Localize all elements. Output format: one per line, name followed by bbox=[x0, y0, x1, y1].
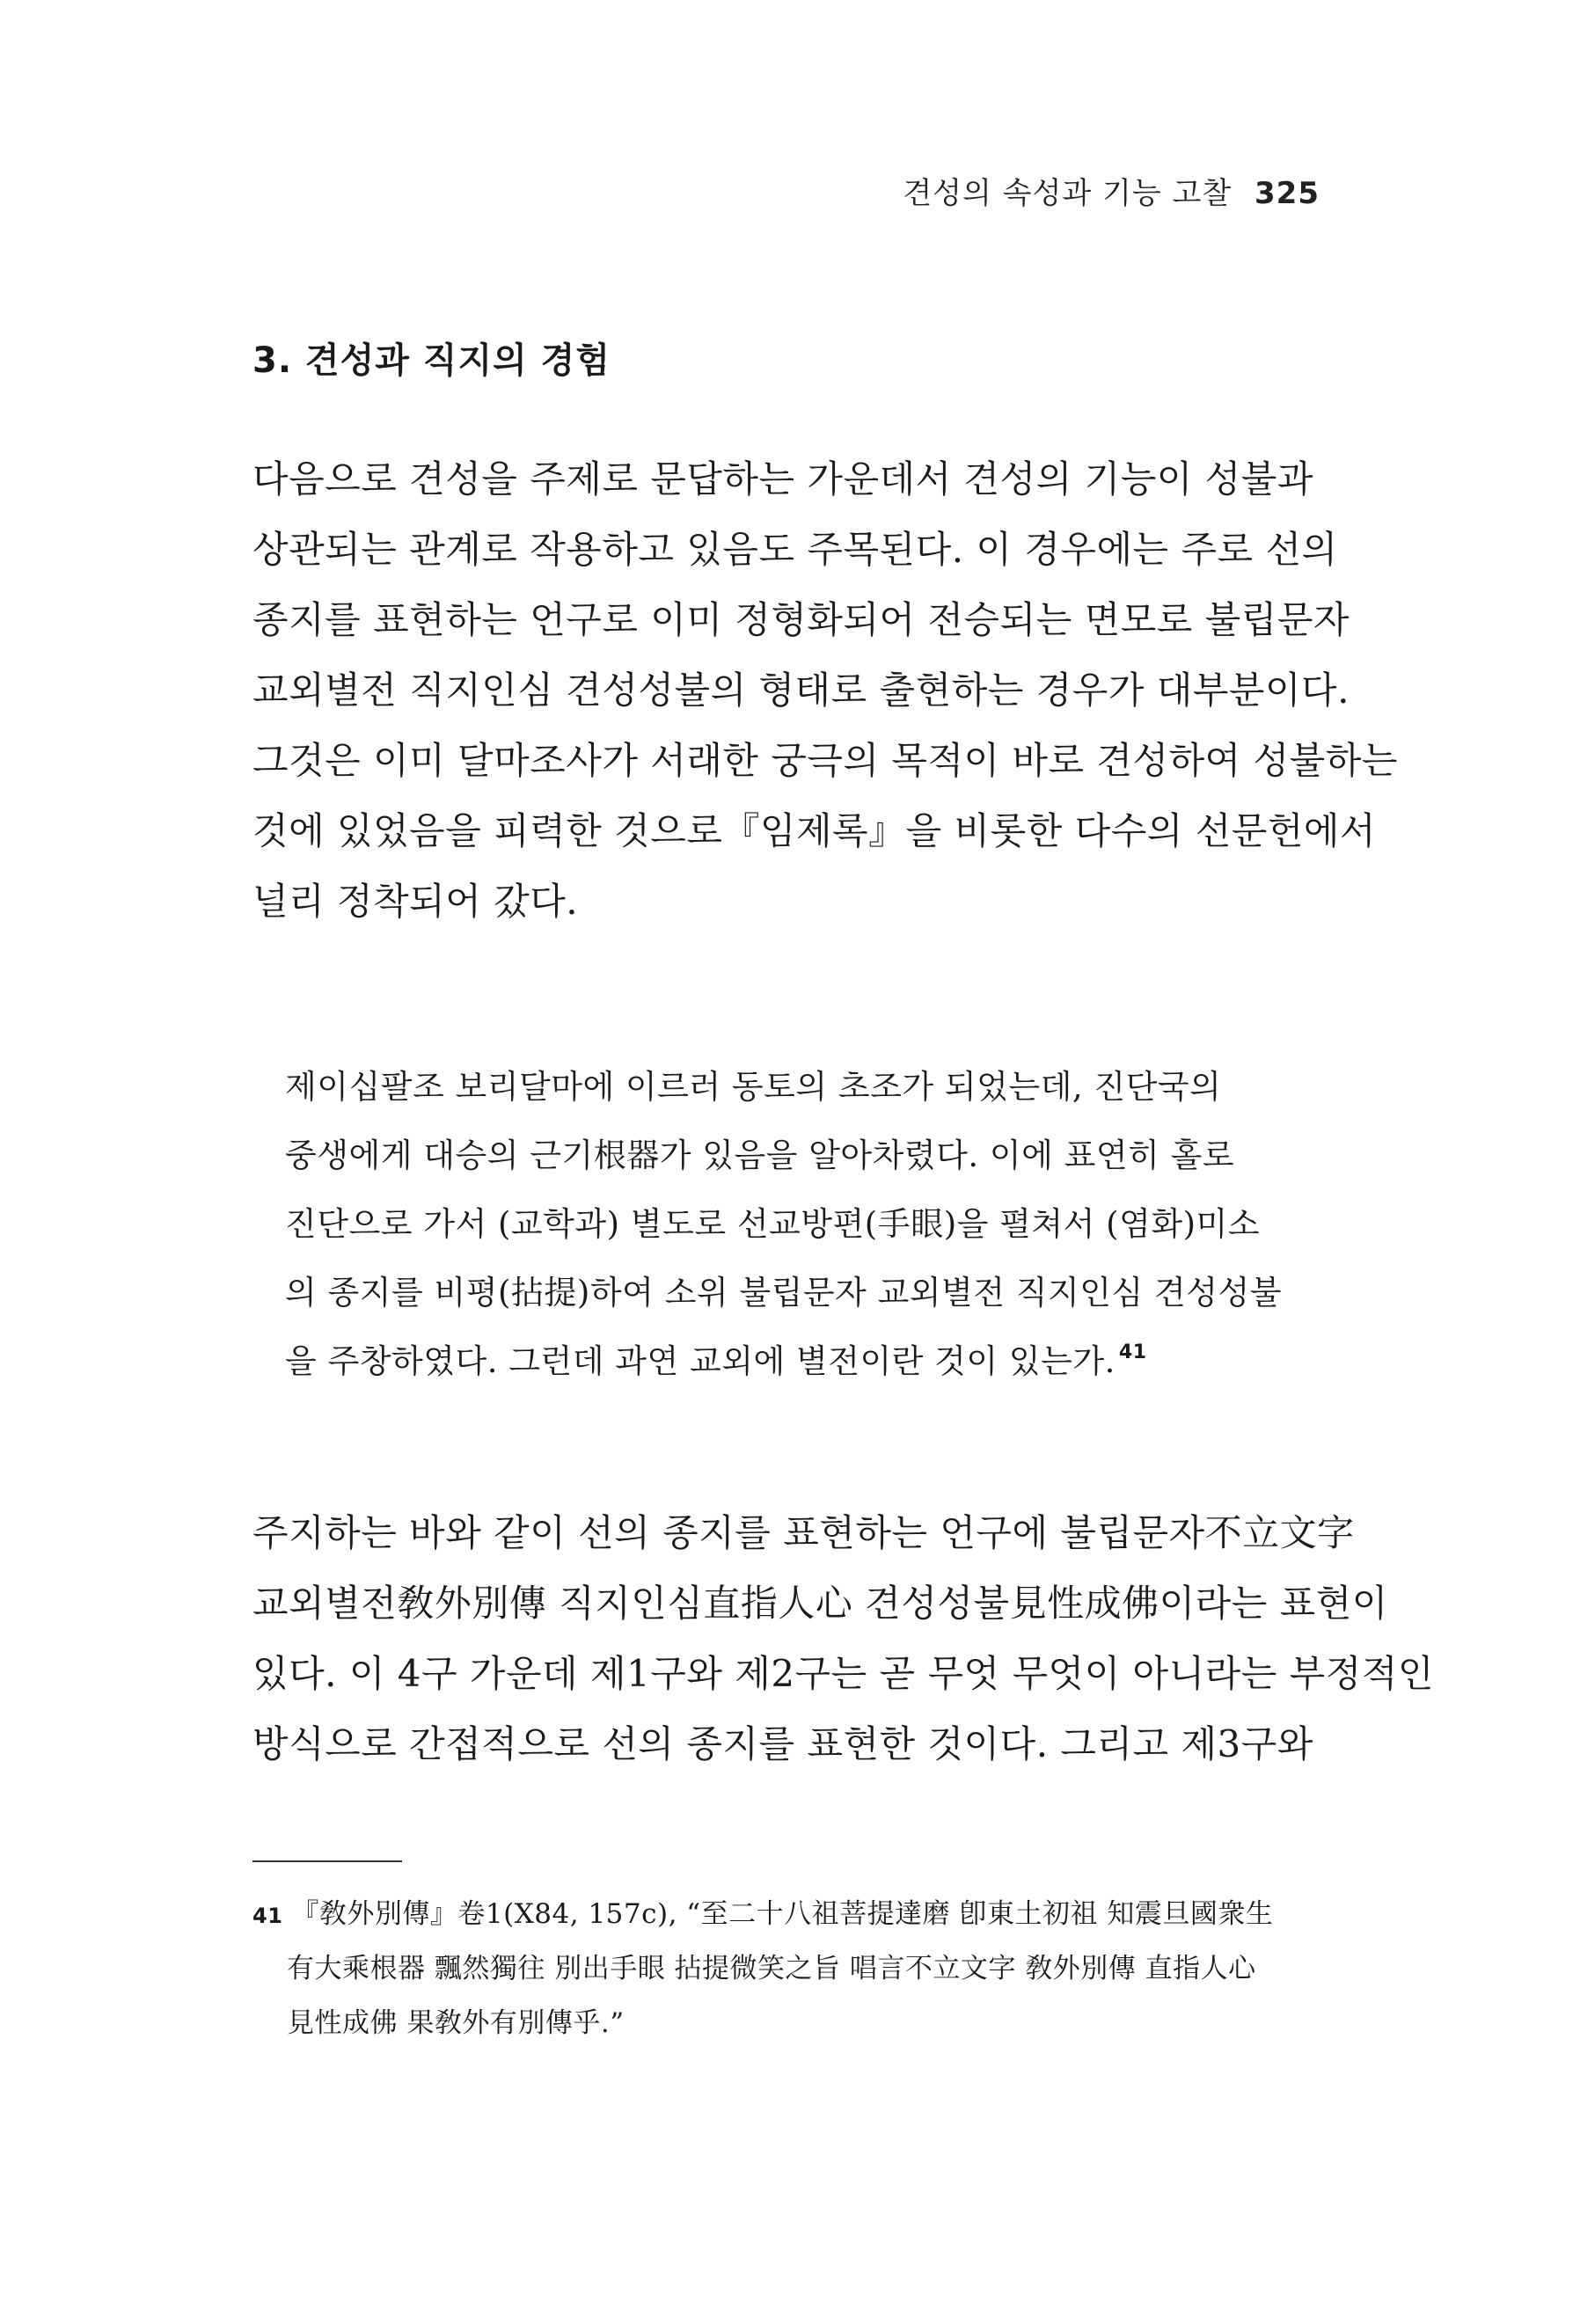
footnote-line: 『敎外別傳』卷1(X84, 157c), “至二十八祖菩提達磨 卽東土初祖 知震旦國衆生 bbox=[291, 1898, 1274, 1930]
quote-line: 중생에게 대승의 근기根器가 있음을 알아차렸다. 이에 표연히 홀로 bbox=[285, 1136, 1235, 1174]
paragraph-line: 널리 정착되어 갔다. bbox=[252, 880, 579, 923]
quote-last-line bbox=[285, 1334, 1147, 1382]
footnote-number: 41 bbox=[252, 1904, 283, 1928]
paragraph-line: 있다. 이 4구 가운데 제1구와 제2구는 곧 무엇 무엇이 아니라는 부정적인 bbox=[252, 1652, 1434, 1695]
paragraph-line: 주지하는 바와 같이 선의 종지를 표현하는 언구에 불립문자不立文字 bbox=[252, 1511, 1355, 1554]
section-heading: 3. 견성과 직지의 경험 bbox=[252, 340, 611, 381]
page-number: 325 bbox=[1254, 176, 1320, 211]
quote-line: 진단으로 가서 (교학과) 별도로 선교방편(手眼)을 펼쳐서 (염화)미소 bbox=[285, 1205, 1260, 1243]
footnote-line: 有大乘根器 飄然獨往 別出手眼 拈提微笑之旨 唱言不立文字 敎外別傳 直指人心 bbox=[287, 1953, 1256, 1984]
paragraph-line: 방식으로 간접적으로 선의 종지를 표현한 것이다. 그리고 제3구와 bbox=[252, 1722, 1313, 1765]
paragraph-line: 종지를 표현하는 언구로 이미 정형화되어 전승되는 면모로 불립문자 bbox=[252, 598, 1350, 641]
paragraph-line: 상관되는 관계로 작용하고 있음도 주목된다. 이 경우에는 주로 선의 bbox=[252, 528, 1338, 571]
quote-line: 의 종지를 비평(拈提)하여 소위 불립문자 교외별전 직지인심 견성성불 bbox=[285, 1274, 1282, 1312]
quote-line: 을 주창하였다. 그런데 과연 교외에 별전이란 것이 있는가. bbox=[285, 1342, 1116, 1380]
paragraph-line: 교외별전 직지인심 견성성불의 형태로 출현하는 경우가 대부분이다. bbox=[252, 669, 1350, 712]
running-title: 견성의 속성과 기능 고찰 bbox=[903, 176, 1233, 211]
footnote-line: 見性成佛 果敎外有別傳乎.” bbox=[287, 2007, 625, 2039]
footnote-reference[interactable]: 41 bbox=[1118, 1341, 1147, 1363]
paragraph-line: 교외별전敎外別傳 직지인심直指人心 견성성불見性成佛이라는 표현이 bbox=[252, 1582, 1388, 1625]
paragraph-line: 그것은 이미 달마조사가 서래한 궁극의 목적이 바로 견성하여 성불하는 bbox=[252, 739, 1398, 782]
footnote-first-line bbox=[252, 1891, 1273, 1931]
footnote-divider bbox=[252, 1860, 402, 1862]
quote-line: 제이십팔조 보리달마에 이르러 동토의 초조가 되었는데, 진단국의 bbox=[285, 1068, 1222, 1106]
running-header bbox=[903, 169, 1320, 212]
paragraph-line: 것에 있었음을 피력한 것으로『임제록』을 비롯한 다수의 선문헌에서 bbox=[252, 809, 1377, 852]
paragraph-line: 다음으로 견성을 주제로 문답하는 가운데서 견성의 기능이 성불과 bbox=[252, 457, 1313, 501]
